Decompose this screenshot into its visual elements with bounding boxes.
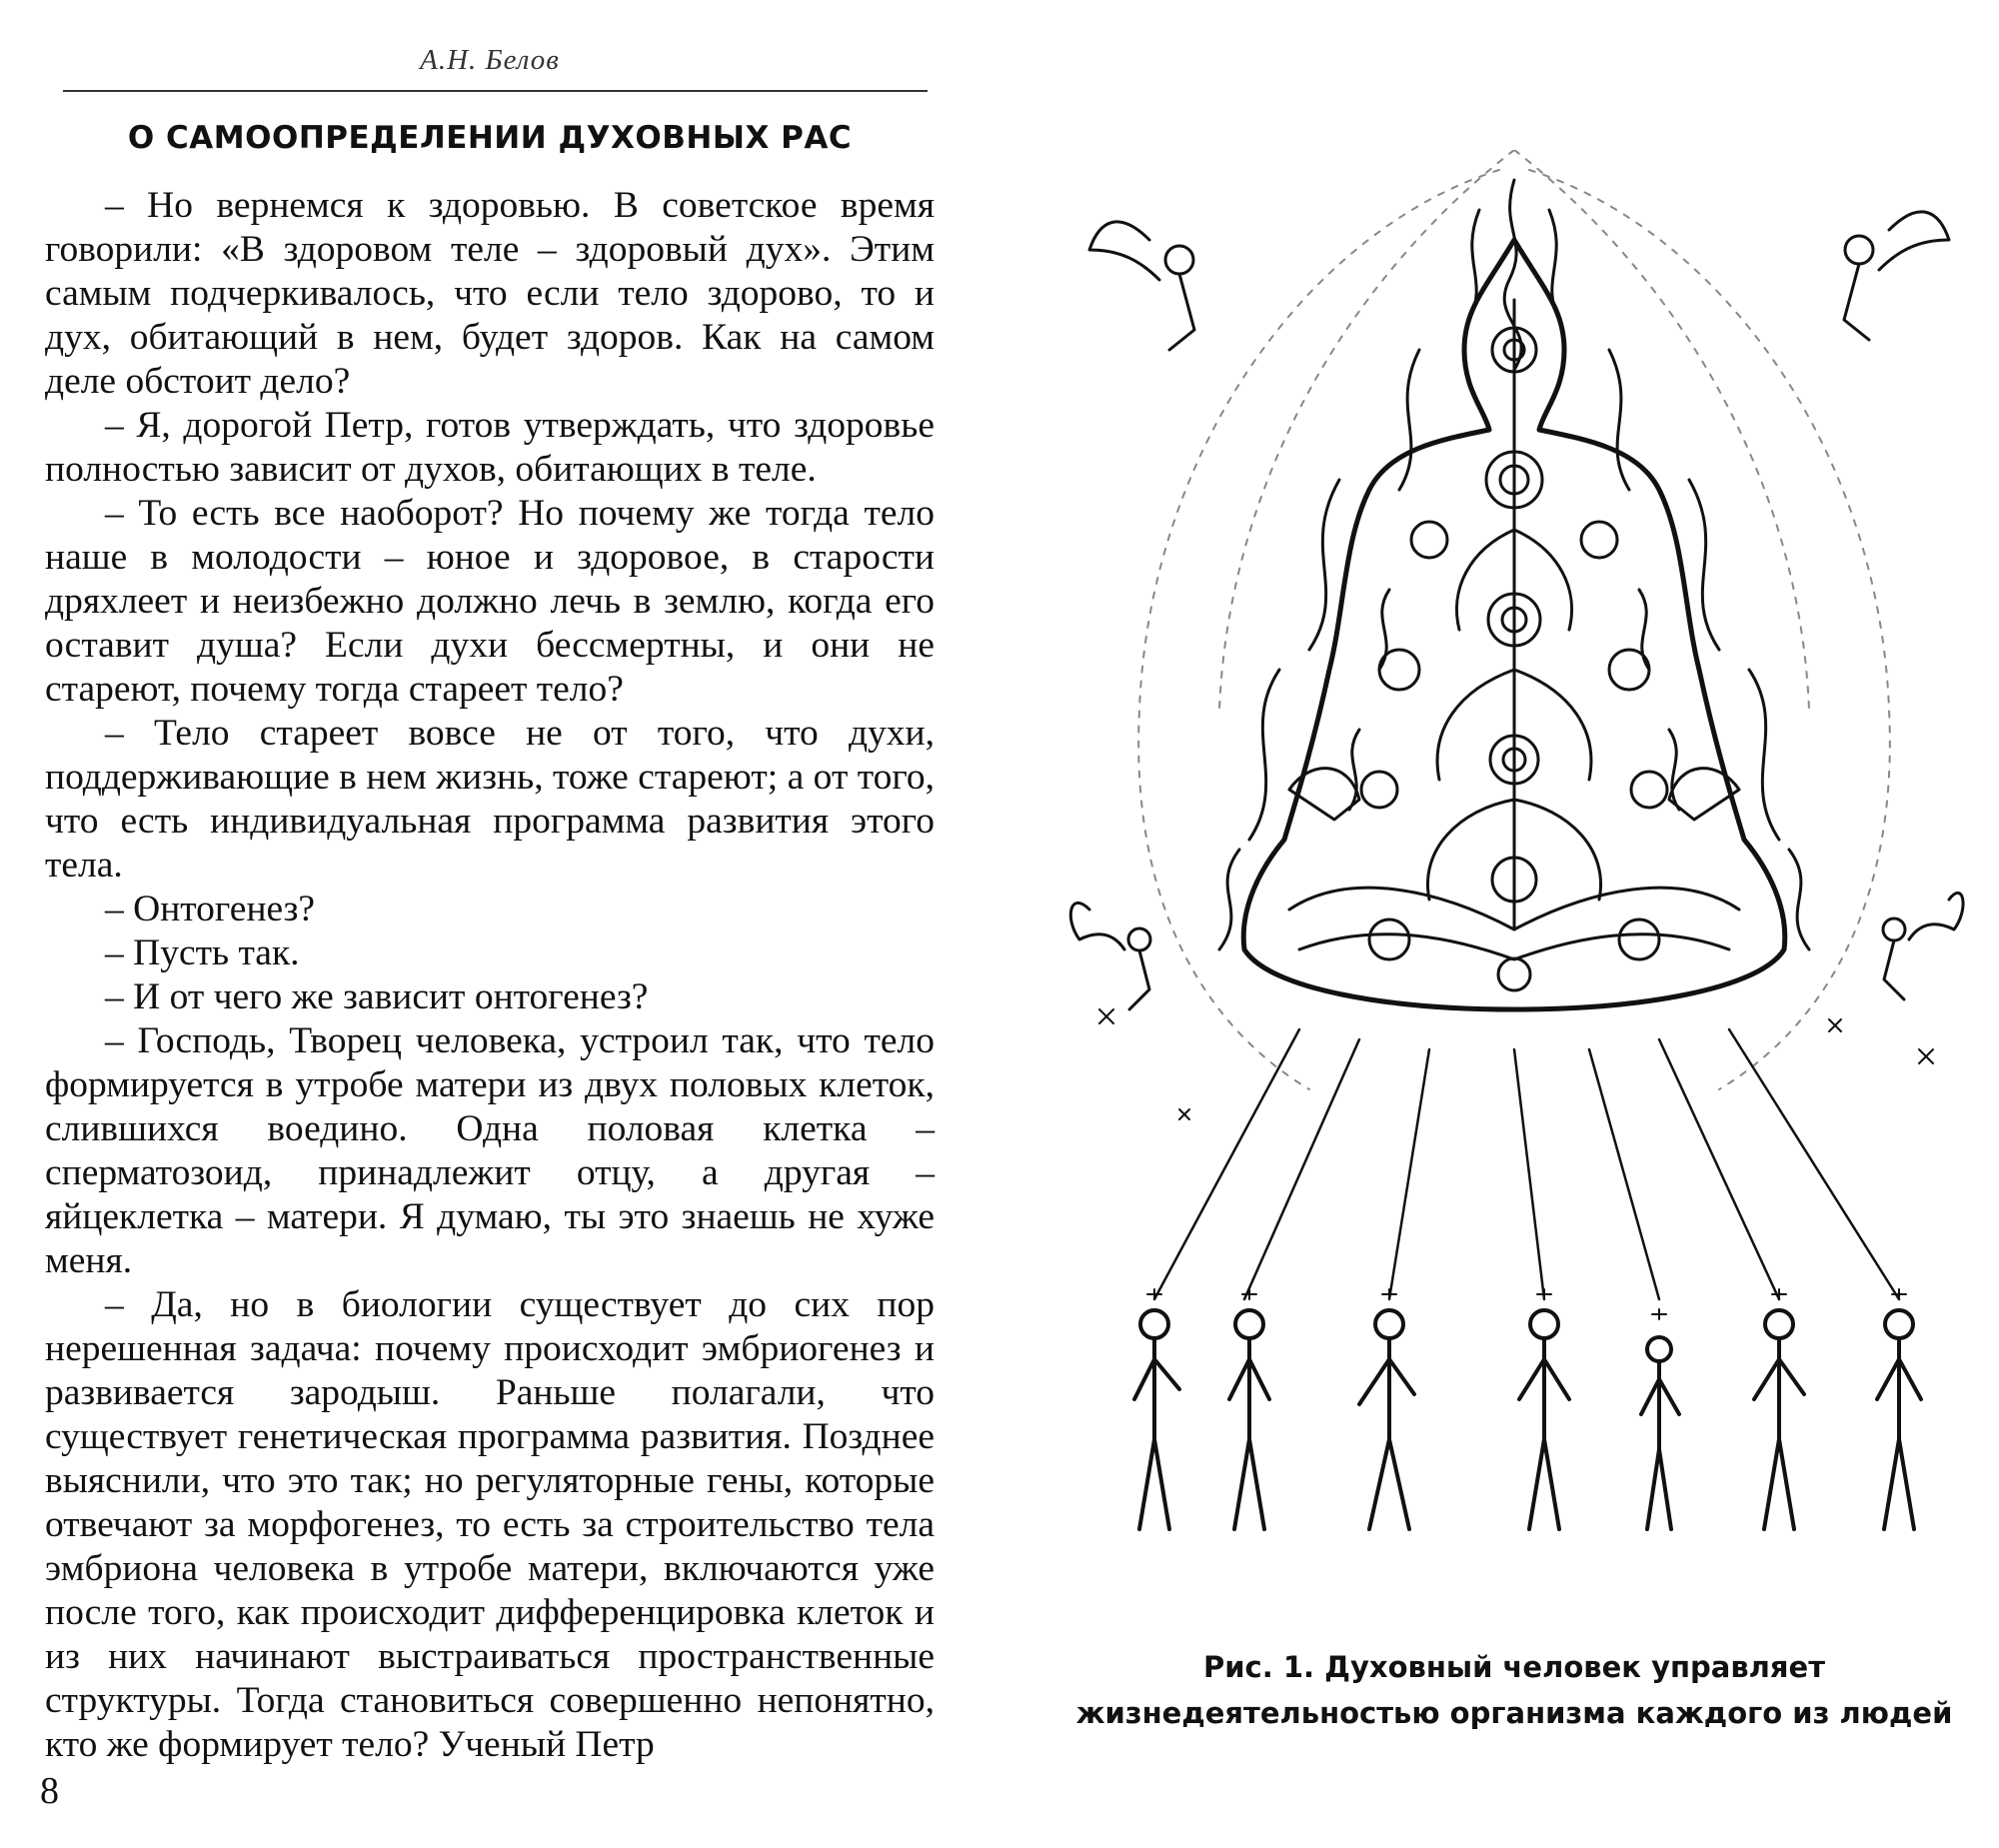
person-4 (1519, 1310, 1569, 1529)
paragraph: – И от чего же зависит онтогенез? (105, 976, 649, 1017)
angel-top-right (1844, 212, 1949, 340)
paragraph: – Тело стареет вовсе не от того, что духи, поддерживающие в нем жизнь, тоже стареют; а от того, что есть индивидуальная программа развития этого тела. (45, 713, 935, 886)
figure-caption (1074, 1644, 1954, 1736)
paragraph: – То есть все наоборот? Но почему же тогда тело наше в молодости – юное и здоровое, в старости дряхлеет и неизбежно должно лечь в землю, когда его оставит душа? Если духи бессмертны, и они не стареют, почему тогда стареет тело? (45, 493, 935, 710)
paragraph: – Господь, Творец человека, устроил так, что тело формируется в утробе матери из двух половых клеток, слившихся воедино. Одна половая клетка – сперматозоид, принадлежит отцу, а другая – яйцеклетка – матери. Я думаю, ты это знаешь не хуже меня. (45, 1020, 935, 1281)
beams (1154, 1029, 1899, 1299)
inner-ornament (1289, 300, 1739, 990)
header-rule (63, 90, 928, 92)
figure-illustration (1059, 150, 1969, 1589)
paragraph: – Пусть так. (105, 932, 300, 973)
person-6 (1754, 1310, 1804, 1529)
angel-bottom-left (1070, 903, 1150, 1009)
chapter-title: О САМООПРЕДЕЛЕНИИ ДУХОВНЫХ РАС (127, 120, 853, 156)
person-2 (1229, 1310, 1269, 1529)
person-1 (1134, 1310, 1179, 1529)
angel-bottom-right (1883, 893, 1963, 999)
left-column (45, 40, 935, 1767)
running-head: А.Н. Белов (420, 44, 560, 76)
paragraph: – Но вернемся к здоровью. В советское время говорили: «В здоровом теле – здоровый дух». Этим самым подчеркивалось, что если тело здорово, то и дух, обитающий в нем, будет здоров. Как на самом деле обстоит дело? (45, 185, 935, 402)
angel-top-left (1089, 222, 1194, 350)
person-3 (1359, 1310, 1414, 1529)
page-number: 8 (40, 1770, 59, 1812)
paragraph: – Онтогенез? (105, 889, 316, 929)
paragraph: – Да, но в биологии существует до сих пор нерешенная задача: почему происходит эмбриогенез и развивается зародыш. Раньше полагали, что существует генетическая программа развития. Позднее выяснили, что это так; но регуляторные гены, которые отвечают за морфогенез, то есть за строительство тела эмбриона человека в утробе матери, включаются уже после того, как происходит дифференцировка клеток и из них начинают выстраиваться пространственные структуры. Тогда становиться совершенно непонятно, кто же формирует тело? Ученый Петр (45, 1284, 935, 1765)
paragraph: – Я, дорогой Петр, готов утверждать, что здоровье полностью зависит от духов, обитающих в теле. (45, 405, 935, 490)
person-5 (1641, 1337, 1679, 1529)
caption-line-2: жизнедеятельностью организма каждого из людей (1075, 1696, 1953, 1730)
person-7 (1877, 1310, 1921, 1529)
body-text (45, 184, 935, 1767)
caption-line-1: Рис. 1. Духовный человек управляет (1202, 1650, 1826, 1684)
